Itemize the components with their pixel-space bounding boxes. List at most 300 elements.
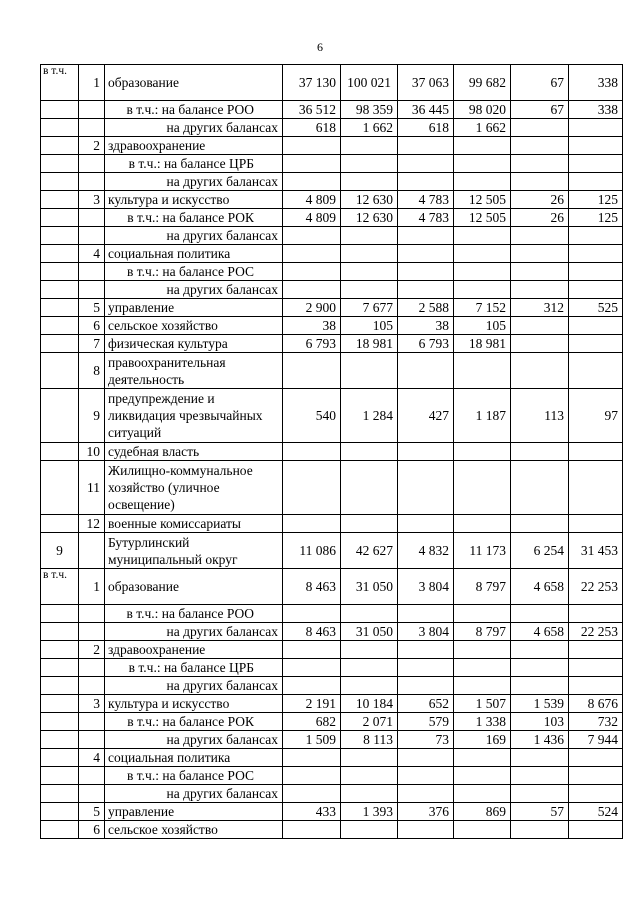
value-cell-6: 125 bbox=[569, 191, 623, 209]
row-label-cell: в т.ч.: на балансе РОК bbox=[105, 713, 283, 731]
value-cell-6: 338 bbox=[569, 101, 623, 119]
row-group-cell bbox=[41, 101, 79, 119]
table-row bbox=[41, 317, 623, 335]
row-group-cell bbox=[41, 443, 79, 461]
value-cell-6 bbox=[569, 317, 623, 335]
value-cell-6 bbox=[569, 515, 623, 533]
value-cell-6 bbox=[569, 173, 623, 191]
value-cell-4: 18 981 bbox=[454, 335, 511, 353]
value-cell-5: 26 bbox=[511, 191, 569, 209]
table-row bbox=[41, 281, 623, 299]
value-cell-6: 125 bbox=[569, 209, 623, 227]
row-number-cell: 6 bbox=[79, 317, 105, 335]
value-cell-4 bbox=[454, 677, 511, 695]
row-number-cell: 2 bbox=[79, 137, 105, 155]
value-cell-4 bbox=[454, 281, 511, 299]
value-cell-4: 105 bbox=[454, 317, 511, 335]
value-cell-6: 524 bbox=[569, 803, 623, 821]
table-row bbox=[41, 353, 623, 389]
value-cell-3 bbox=[398, 245, 454, 263]
row-number-cell: 3 bbox=[79, 191, 105, 209]
value-cell-2 bbox=[341, 677, 398, 695]
value-cell-5 bbox=[511, 263, 569, 281]
table-row bbox=[41, 533, 623, 569]
row-label-cell: социальная политика bbox=[105, 245, 283, 263]
row-group-cell bbox=[41, 353, 79, 389]
row-group-cell bbox=[41, 209, 79, 227]
row-group-cell bbox=[41, 695, 79, 713]
value-cell-2 bbox=[341, 155, 398, 173]
value-cell-1: 1 509 bbox=[283, 731, 341, 749]
row-group-cell bbox=[41, 677, 79, 695]
row-number-cell bbox=[79, 119, 105, 137]
value-cell-6 bbox=[569, 335, 623, 353]
row-number-cell bbox=[79, 209, 105, 227]
value-cell-1: 4 809 bbox=[283, 191, 341, 209]
row-label-cell: судебная власть bbox=[105, 443, 283, 461]
value-cell-2: 1 393 bbox=[341, 803, 398, 821]
value-cell-5 bbox=[511, 281, 569, 299]
value-cell-6 bbox=[569, 443, 623, 461]
row-number-cell: 12 bbox=[79, 515, 105, 533]
value-cell-5: 67 bbox=[511, 101, 569, 119]
value-cell-4: 12 505 bbox=[454, 191, 511, 209]
value-cell-5: 67 bbox=[511, 65, 569, 101]
value-cell-4 bbox=[454, 353, 511, 389]
row-label-cell: в т.ч.: на балансе ЦРБ bbox=[105, 155, 283, 173]
value-cell-4 bbox=[454, 605, 511, 623]
value-cell-3: 73 bbox=[398, 731, 454, 749]
table-row bbox=[41, 623, 623, 641]
value-cell-3 bbox=[398, 227, 454, 245]
table-row bbox=[41, 695, 623, 713]
row-label-cell: военные комиссариаты bbox=[105, 515, 283, 533]
value-cell-1 bbox=[283, 227, 341, 245]
value-cell-6: 732 bbox=[569, 713, 623, 731]
value-cell-3: 2 588 bbox=[398, 299, 454, 317]
row-number-cell: 4 bbox=[79, 245, 105, 263]
value-cell-3 bbox=[398, 749, 454, 767]
value-cell-6: 8 676 bbox=[569, 695, 623, 713]
row-number-cell bbox=[79, 677, 105, 695]
value-cell-4: 8 797 bbox=[454, 623, 511, 641]
value-cell-4 bbox=[454, 155, 511, 173]
row-label-cell: образование bbox=[105, 569, 283, 605]
value-cell-1: 4 809 bbox=[283, 209, 341, 227]
row-group-cell bbox=[41, 605, 79, 623]
value-cell-4 bbox=[454, 173, 511, 191]
row-label-cell: образование bbox=[105, 65, 283, 101]
row-group-cell bbox=[41, 731, 79, 749]
row-number-cell: 3 bbox=[79, 695, 105, 713]
row-label-cell: в т.ч.: на балансе РОО bbox=[105, 605, 283, 623]
value-cell-5: 113 bbox=[511, 389, 569, 443]
value-cell-4: 11 173 bbox=[454, 533, 511, 569]
table-row bbox=[41, 713, 623, 731]
table-row bbox=[41, 209, 623, 227]
row-group-cell bbox=[41, 785, 79, 803]
value-cell-6 bbox=[569, 227, 623, 245]
value-cell-4 bbox=[454, 461, 511, 515]
row-label-cell: культура и искусство bbox=[105, 191, 283, 209]
row-number-cell: 7 bbox=[79, 335, 105, 353]
value-cell-6: 97 bbox=[569, 389, 623, 443]
value-cell-3 bbox=[398, 677, 454, 695]
value-cell-2: 12 630 bbox=[341, 191, 398, 209]
row-group-cell bbox=[41, 749, 79, 767]
value-cell-2 bbox=[341, 767, 398, 785]
value-cell-4: 98 020 bbox=[454, 101, 511, 119]
value-cell-6: 22 253 bbox=[569, 569, 623, 605]
row-group-cell bbox=[41, 821, 79, 839]
row-label-cell: предупреждение и ликвидация чрезвычайных ситуаций bbox=[105, 389, 283, 443]
table-row bbox=[41, 119, 623, 137]
value-cell-5: 1 539 bbox=[511, 695, 569, 713]
value-cell-6 bbox=[569, 821, 623, 839]
value-cell-1: 2 900 bbox=[283, 299, 341, 317]
value-cell-6 bbox=[569, 749, 623, 767]
row-number-cell bbox=[79, 713, 105, 731]
row-label-cell: на других балансах bbox=[105, 281, 283, 299]
value-cell-5 bbox=[511, 515, 569, 533]
table-row bbox=[41, 461, 623, 515]
value-cell-4: 1 187 bbox=[454, 389, 511, 443]
value-cell-5 bbox=[511, 245, 569, 263]
row-group-cell bbox=[41, 227, 79, 245]
row-group-cell bbox=[41, 317, 79, 335]
row-group-cell bbox=[41, 191, 79, 209]
value-cell-2: 18 981 bbox=[341, 335, 398, 353]
value-cell-6 bbox=[569, 785, 623, 803]
value-cell-4 bbox=[454, 137, 511, 155]
value-cell-5 bbox=[511, 317, 569, 335]
value-cell-3 bbox=[398, 461, 454, 515]
value-cell-2 bbox=[341, 281, 398, 299]
value-cell-6 bbox=[569, 605, 623, 623]
row-label-cell: социальная политика bbox=[105, 749, 283, 767]
row-number-cell: 5 bbox=[79, 803, 105, 821]
value-cell-2: 1 662 bbox=[341, 119, 398, 137]
budget-table bbox=[40, 64, 623, 839]
value-cell-3: 4 783 bbox=[398, 191, 454, 209]
value-cell-5 bbox=[511, 749, 569, 767]
row-label-cell: на других балансах bbox=[105, 173, 283, 191]
value-cell-4 bbox=[454, 749, 511, 767]
value-cell-1: 11 086 bbox=[283, 533, 341, 569]
value-cell-5 bbox=[511, 767, 569, 785]
value-cell-1: 36 512 bbox=[283, 101, 341, 119]
row-group-cell bbox=[41, 713, 79, 731]
value-cell-1 bbox=[283, 605, 341, 623]
row-group-cell bbox=[41, 767, 79, 785]
value-cell-6 bbox=[569, 767, 623, 785]
value-cell-3: 4 832 bbox=[398, 533, 454, 569]
table-row bbox=[41, 173, 623, 191]
row-label-cell: здравоохранение bbox=[105, 641, 283, 659]
row-number-cell: 1 bbox=[79, 65, 105, 101]
value-cell-5: 4 658 bbox=[511, 569, 569, 605]
row-label-cell: правоохранительная деятельность bbox=[105, 353, 283, 389]
table-row bbox=[41, 155, 623, 173]
value-cell-2 bbox=[341, 515, 398, 533]
value-cell-6 bbox=[569, 353, 623, 389]
value-cell-4 bbox=[454, 767, 511, 785]
row-label-cell: физическая культура bbox=[105, 335, 283, 353]
row-number-cell: 2 bbox=[79, 641, 105, 659]
value-cell-4 bbox=[454, 227, 511, 245]
value-cell-1 bbox=[283, 749, 341, 767]
row-group-cell bbox=[41, 119, 79, 137]
value-cell-1: 618 bbox=[283, 119, 341, 137]
row-label-cell: на других балансах bbox=[105, 677, 283, 695]
row-group-cell bbox=[41, 173, 79, 191]
value-cell-3 bbox=[398, 353, 454, 389]
value-cell-3 bbox=[398, 515, 454, 533]
value-cell-2 bbox=[341, 659, 398, 677]
value-cell-2: 10 184 bbox=[341, 695, 398, 713]
value-cell-3 bbox=[398, 137, 454, 155]
row-group-cell bbox=[41, 623, 79, 641]
value-cell-2 bbox=[341, 227, 398, 245]
value-cell-1 bbox=[283, 353, 341, 389]
row-label-cell: управление bbox=[105, 299, 283, 317]
row-label-cell: в т.ч.: на балансе РОК bbox=[105, 209, 283, 227]
value-cell-5 bbox=[511, 677, 569, 695]
table-row bbox=[41, 641, 623, 659]
value-cell-4 bbox=[454, 245, 511, 263]
value-cell-2: 100 021 bbox=[341, 65, 398, 101]
value-cell-1: 38 bbox=[283, 317, 341, 335]
row-label-cell: в т.ч.: на балансе РОС bbox=[105, 767, 283, 785]
row-number-cell: 4 bbox=[79, 749, 105, 767]
value-cell-1 bbox=[283, 443, 341, 461]
row-group-cell: 9 bbox=[41, 533, 79, 569]
table-row bbox=[41, 65, 623, 101]
value-cell-1: 37 130 bbox=[283, 65, 341, 101]
row-label-cell: сельское хозяйство bbox=[105, 317, 283, 335]
value-cell-5 bbox=[511, 821, 569, 839]
table-row bbox=[41, 605, 623, 623]
value-cell-4: 8 797 bbox=[454, 569, 511, 605]
row-number-cell bbox=[79, 623, 105, 641]
row-group-cell: в т.ч. bbox=[41, 569, 79, 605]
table-row bbox=[41, 785, 623, 803]
value-cell-3: 3 804 bbox=[398, 623, 454, 641]
value-cell-1 bbox=[283, 173, 341, 191]
value-cell-5: 312 bbox=[511, 299, 569, 317]
row-label-cell: на других балансах bbox=[105, 119, 283, 137]
value-cell-2: 7 677 bbox=[341, 299, 398, 317]
row-number-cell: 1 bbox=[79, 569, 105, 605]
row-number-cell bbox=[79, 785, 105, 803]
value-cell-1 bbox=[283, 281, 341, 299]
value-cell-5 bbox=[511, 461, 569, 515]
value-cell-4: 1 662 bbox=[454, 119, 511, 137]
row-group-cell bbox=[41, 281, 79, 299]
value-cell-2: 98 359 bbox=[341, 101, 398, 119]
row-number-cell bbox=[79, 731, 105, 749]
table-row bbox=[41, 389, 623, 443]
row-label-cell: на других балансах bbox=[105, 785, 283, 803]
value-cell-3: 38 bbox=[398, 317, 454, 335]
row-label-cell: Бутурлинский муниципальный округ bbox=[105, 533, 283, 569]
value-cell-4: 99 682 bbox=[454, 65, 511, 101]
value-cell-3: 37 063 bbox=[398, 65, 454, 101]
value-cell-5 bbox=[511, 353, 569, 389]
row-group-cell bbox=[41, 389, 79, 443]
value-cell-1: 8 463 bbox=[283, 569, 341, 605]
row-label-cell: Жилищно-коммунальное хозяйство (уличное освещение) bbox=[105, 461, 283, 515]
value-cell-6 bbox=[569, 245, 623, 263]
row-group-cell bbox=[41, 155, 79, 173]
row-number-cell bbox=[79, 155, 105, 173]
value-cell-4 bbox=[454, 659, 511, 677]
value-cell-5 bbox=[511, 155, 569, 173]
table-row bbox=[41, 245, 623, 263]
value-cell-5 bbox=[511, 785, 569, 803]
value-cell-6 bbox=[569, 281, 623, 299]
row-number-cell: 5 bbox=[79, 299, 105, 317]
table-row bbox=[41, 821, 623, 839]
page-number: 6 bbox=[317, 40, 323, 54]
value-cell-6 bbox=[569, 137, 623, 155]
row-label-cell: на других балансах bbox=[105, 623, 283, 641]
row-number-cell: 9 bbox=[79, 389, 105, 443]
row-group-cell bbox=[41, 461, 79, 515]
value-cell-3 bbox=[398, 155, 454, 173]
value-cell-1 bbox=[283, 659, 341, 677]
row-group-cell bbox=[41, 803, 79, 821]
value-cell-6 bbox=[569, 263, 623, 281]
value-cell-3 bbox=[398, 641, 454, 659]
value-cell-3 bbox=[398, 443, 454, 461]
value-cell-1 bbox=[283, 767, 341, 785]
value-cell-2 bbox=[341, 605, 398, 623]
value-cell-4 bbox=[454, 641, 511, 659]
row-group-cell: в т.ч. bbox=[41, 65, 79, 101]
value-cell-1 bbox=[283, 785, 341, 803]
value-cell-5: 26 bbox=[511, 209, 569, 227]
value-cell-6: 338 bbox=[569, 65, 623, 101]
row-number-cell bbox=[79, 101, 105, 119]
table-row bbox=[41, 443, 623, 461]
row-group-cell bbox=[41, 335, 79, 353]
row-label-cell: здравоохранение bbox=[105, 137, 283, 155]
row-number-cell: 6 bbox=[79, 821, 105, 839]
row-label-cell: культура и искусство bbox=[105, 695, 283, 713]
value-cell-3: 652 bbox=[398, 695, 454, 713]
value-cell-6 bbox=[569, 659, 623, 677]
row-number-cell bbox=[79, 227, 105, 245]
value-cell-2: 2 071 bbox=[341, 713, 398, 731]
value-cell-5 bbox=[511, 137, 569, 155]
row-group-cell bbox=[41, 245, 79, 263]
value-cell-3: 618 bbox=[398, 119, 454, 137]
row-number-cell: 10 bbox=[79, 443, 105, 461]
value-cell-5 bbox=[511, 641, 569, 659]
value-cell-4 bbox=[454, 821, 511, 839]
value-cell-2: 31 050 bbox=[341, 569, 398, 605]
value-cell-6: 31 453 bbox=[569, 533, 623, 569]
value-cell-6: 525 bbox=[569, 299, 623, 317]
value-cell-4: 7 152 bbox=[454, 299, 511, 317]
row-number-cell bbox=[79, 173, 105, 191]
row-group-cell bbox=[41, 299, 79, 317]
row-number-cell bbox=[79, 263, 105, 281]
row-number-cell bbox=[79, 281, 105, 299]
value-cell-2 bbox=[341, 263, 398, 281]
value-cell-6 bbox=[569, 461, 623, 515]
table-row bbox=[41, 137, 623, 155]
value-cell-5 bbox=[511, 659, 569, 677]
value-cell-1 bbox=[283, 677, 341, 695]
value-cell-2 bbox=[341, 461, 398, 515]
row-label-cell: в т.ч.: на балансе РОС bbox=[105, 263, 283, 281]
value-cell-2: 12 630 bbox=[341, 209, 398, 227]
value-cell-1 bbox=[283, 515, 341, 533]
value-cell-4 bbox=[454, 263, 511, 281]
value-cell-3: 427 bbox=[398, 389, 454, 443]
value-cell-3: 376 bbox=[398, 803, 454, 821]
value-cell-3: 6 793 bbox=[398, 335, 454, 353]
value-cell-3 bbox=[398, 263, 454, 281]
value-cell-5 bbox=[511, 173, 569, 191]
value-cell-5 bbox=[511, 443, 569, 461]
value-cell-5 bbox=[511, 605, 569, 623]
value-cell-5: 6 254 bbox=[511, 533, 569, 569]
row-label-cell: управление bbox=[105, 803, 283, 821]
row-number-cell bbox=[79, 767, 105, 785]
value-cell-2 bbox=[341, 749, 398, 767]
value-cell-1 bbox=[283, 155, 341, 173]
table-row bbox=[41, 569, 623, 605]
value-cell-4 bbox=[454, 785, 511, 803]
row-number-cell bbox=[79, 659, 105, 677]
value-cell-1 bbox=[283, 641, 341, 659]
value-cell-1: 433 bbox=[283, 803, 341, 821]
value-cell-2: 42 627 bbox=[341, 533, 398, 569]
value-cell-6 bbox=[569, 119, 623, 137]
value-cell-1 bbox=[283, 461, 341, 515]
row-group-cell bbox=[41, 137, 79, 155]
row-label-cell: в т.ч.: на балансе РОО bbox=[105, 101, 283, 119]
value-cell-1: 682 bbox=[283, 713, 341, 731]
value-cell-6: 22 253 bbox=[569, 623, 623, 641]
value-cell-6 bbox=[569, 155, 623, 173]
value-cell-2 bbox=[341, 173, 398, 191]
row-group-cell bbox=[41, 659, 79, 677]
value-cell-2: 105 bbox=[341, 317, 398, 335]
value-cell-2 bbox=[341, 443, 398, 461]
value-cell-3: 3 804 bbox=[398, 569, 454, 605]
value-cell-6: 7 944 bbox=[569, 731, 623, 749]
value-cell-2 bbox=[341, 137, 398, 155]
value-cell-6 bbox=[569, 641, 623, 659]
value-cell-3: 579 bbox=[398, 713, 454, 731]
value-cell-5 bbox=[511, 227, 569, 245]
value-cell-1: 2 191 bbox=[283, 695, 341, 713]
value-cell-4: 869 bbox=[454, 803, 511, 821]
value-cell-5: 4 658 bbox=[511, 623, 569, 641]
value-cell-3 bbox=[398, 659, 454, 677]
value-cell-1: 540 bbox=[283, 389, 341, 443]
value-cell-1 bbox=[283, 263, 341, 281]
value-cell-3: 36 445 bbox=[398, 101, 454, 119]
table-row bbox=[41, 101, 623, 119]
value-cell-2 bbox=[341, 641, 398, 659]
row-group-cell bbox=[41, 641, 79, 659]
value-cell-5 bbox=[511, 119, 569, 137]
